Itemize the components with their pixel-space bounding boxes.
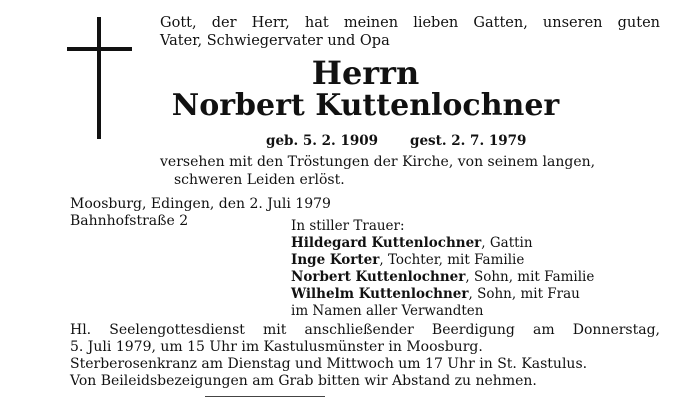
service-line-4: Von Beileidsbezeigungen am Grab bitten wir Abstand zu nehmen. [70,373,537,389]
bottom-divider [205,396,325,397]
provided-text [160,153,595,189]
service-line-1: Hl. Seelengottesdienst mit anschließender Beerdigung am Donnerstag, [70,322,660,338]
mourners-block [291,218,594,320]
service-info [70,322,660,390]
mourner-relation: , Gattin [481,235,533,251]
salutation-heading: Herrn [311,54,420,92]
cross-horizontal-bar [67,47,132,51]
intro-line-2: Vater, Schwiegervater und Opa [160,33,390,49]
provided-line-2: schweren Leiden erlöst. [174,172,345,188]
mourner-entry [291,252,594,269]
mourner-name: Norbert Kuttenlochner [291,269,466,285]
mourners-closing: im Namen aller Verwandten [291,303,484,319]
birth-date: geb. 5. 2. 1909 [266,133,379,149]
mourner-entry [291,286,594,303]
mourner-name: Hildegard Kuttenlochner [291,235,482,251]
death-date: gest. 2. 7. 1979 [410,133,527,149]
provided-line-1: versehen mit den Tröstungen der Kirche, von seinem langen, [160,154,596,170]
mourner-entry [291,235,594,252]
mourner-entry [291,269,594,286]
mourner-relation: , Sohn, mit Frau [468,286,580,302]
mourner-name: Inge Korter [291,252,380,268]
mourner-relation: , Sohn, mit Familie [465,269,595,285]
place-line-2: Bahnhofstraße 2 [70,213,189,229]
place-line-1: Moosburg, Edingen, den 2. Juli 1979 [70,196,331,212]
mourner-relation: , Tochter, mit Familie [379,252,525,268]
intro-line-1: Gott, der Herr, hat meinen lieben Gatten, unseren guten [160,15,660,31]
intro-text [160,14,660,50]
service-line-3: Sterberosenkranz am Dienstag und Mittwoch um 17 Uhr in St. Kastulus. [70,356,588,372]
service-line-2: 5. Juli 1979, um 15 Uhr im Kastulusmünster in Moosburg. [70,339,483,355]
mourner-name: Wilhelm Kuttenlochner [291,286,469,302]
deceased-name-heading: Norbert Kuttenlochner [171,88,560,123]
mourners-heading: In stiller Trauer: [291,218,405,234]
